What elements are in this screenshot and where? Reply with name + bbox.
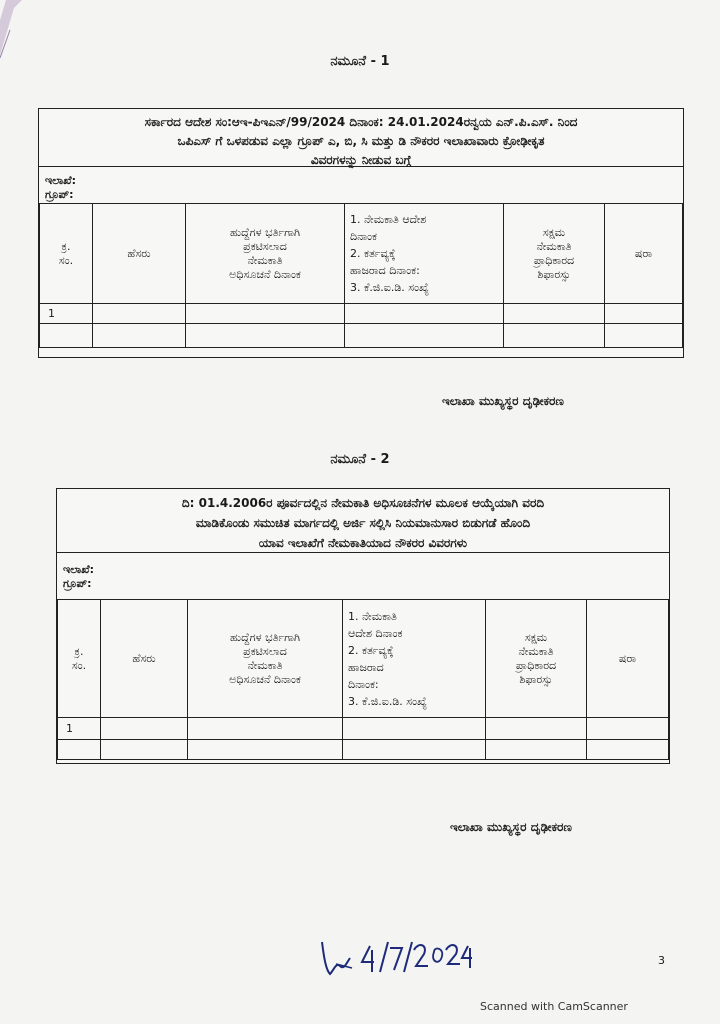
form1-table <box>39 203 683 348</box>
form1-table-row-empty <box>40 324 683 348</box>
form1-hod-attestation: ಇಲಾಖಾ ಮುಖ್ಯಸ್ಥರ ದೃಢೀಕರಣ <box>442 394 564 408</box>
form2-department-label: ಇಲಾಖೆ: <box>63 563 95 576</box>
form2-col-appointment-dates: 1. ನೇಮಕಾತಿ ಆದೇಶ ದಿನಾಂಕ 2. ಕರ್ತವ್ಯಕ್ಕೆ ಹಾಜರಾದ ದಿನಾಂಕ: 3. ಕೆ.ಜಿ.ಐ.ಡಿ. ಸಂಖ್ಯೆ <box>343 600 486 718</box>
form1-heading: ನಮೂನೆ - 1 <box>330 54 390 69</box>
form1-title-line-2: ಒಪಿಎಸ್ ಗೆ ಒಳಪಡುವ ಎಲ್ಲಾ ಗ್ರೂಪ್ ಎ, ಬಿ, ಸಿ ಮತ್ತು ಡಿ ನೌಕರರ ಇಲಾಖಾವಾರು ಕ್ರೋಢೀಕೃತ <box>177 134 545 148</box>
form2-row1-serial: 1 <box>58 718 101 740</box>
form1-col-notification-date: ಹುದ್ದೆಗಳ ಭರ್ತಿಗಾಗಿ ಪ್ರಕಟಿಸಲಾದ ನೇಮಕಾತಿ ಅಧಿಸೂಚನೆ ದಿನಾಂಕ <box>186 204 345 304</box>
handwritten-signature-date <box>316 928 476 988</box>
form2-table <box>57 599 669 760</box>
form2-col-name: ಹೆಸರು <box>101 600 188 718</box>
form2-col-remarks: ಷರಾ <box>587 600 669 718</box>
form1-group-label: ಗ್ರೂಪ್: <box>45 188 74 201</box>
form2-col-authority: ಸಕ್ಷಮ ನೇಮಕಾತಿ ಪ್ರಾಧಿಕಾರದ ಶಿಫಾರಸ್ಸು <box>486 600 587 718</box>
form1-col-authority: ಸಕ್ಷಮ ನೇಮಕಾತಿ ಪ್ರಾಧಿಕಾರದ ಶಿಫಾರಸ್ಸು <box>504 204 605 304</box>
form2-table-row-empty <box>58 740 669 760</box>
form2-title <box>57 489 669 553</box>
form1-title-line-3: ವಿವರಗಳನ್ನು ನೀಡುವ ಬಗ್ಗೆ <box>310 153 412 167</box>
form2-table-row <box>58 718 669 740</box>
form2-box <box>56 488 670 764</box>
form2-group-label: ಗ್ರೂಪ್: <box>63 577 92 590</box>
form2-col-serial: ಕ್ರ. ಸಂ. <box>58 600 101 718</box>
form1-box <box>38 108 684 358</box>
form2-hod-attestation: ಇಲಾಖಾ ಮುಖ್ಯಸ್ಥರ ದೃಢೀಕರಣ <box>450 820 572 834</box>
form1-table-row <box>40 304 683 324</box>
form2-title-line-1: ದಿ: 01.4.2006ರ ಪೂರ್ವದಲ್ಲಿನ ನೇಮಕಾತಿ ಅಧಿಸೂಚನೆಗಳ ಮೂಲಕ ಆಯ್ಕೆಯಾಗಿ ವರದಿ <box>181 496 545 510</box>
scan-corner-mark <box>0 0 40 60</box>
form1-col-remarks: ಷರಾ <box>605 204 683 304</box>
form1-col-serial: ಕ್ರ. ಸಂ. <box>40 204 93 304</box>
form1-department-label: ಇಲಾಖೆ: <box>45 174 77 187</box>
page-number: 3 <box>658 954 665 967</box>
form1-row1-serial: 1 <box>40 304 93 324</box>
form1-title-line-1: ಸರ್ಕಾರದ ಆದೇಶ ಸಂ:ಆಇ-ಪಿಇಎನ್/99/2024 ದಿನಾಂಕ: 24.01.2024ರನ್ವಯ ಎನ್.ಪಿ.ಎಸ್. ನಿಂದ <box>144 115 578 129</box>
form1-col-name: ಹೆಸರು <box>93 204 186 304</box>
form2-title-line-2: ಮಾಡಿಕೊಂಡು ಸಮುಚಿತ ಮಾರ್ಗದಲ್ಲಿ ಅರ್ಜಿ ಸಲ್ಲಿಸಿ ನಿಯಮಾನುಸಾರ ಬಿಡುಗಡೆ ಹೊಂದಿ <box>195 516 531 530</box>
form2-col-notification-date: ಹುದ್ದೆಗಳ ಭರ್ತಿಗಾಗಿ ಪ್ರಕಟಿಸಲಾದ ನೇಮಕಾತಿ ಅಧಿಸೂಚನೆ ದಿನಾಂಕ <box>188 600 343 718</box>
form2-header-row <box>58 600 669 718</box>
form1-title <box>39 109 683 167</box>
form2-heading: ನಮೂನೆ - 2 <box>330 452 390 467</box>
form2-title-line-3: ಯಾವ ಇಲಾಖೆಗೆ ನೇಮಕಾತಿಯಾದ ನೌಕರರ ವಿವರಗಳು <box>258 536 468 550</box>
form1-col-appointment-dates: 1. ನೇಮಕಾತಿ ಆದೇಶ ದಿನಾಂಕ 2. ಕರ್ತವ್ಯಕ್ಕೆ ಹಾಜರಾದ ದಿನಾಂಕ: 3. ಕೆ.ಜಿ.ಐ.ಡಿ. ಸಂಖ್ಯೆ <box>345 204 504 304</box>
form1-header-row <box>40 204 683 304</box>
scanner-footer: Scanned with CamScanner <box>480 1000 628 1013</box>
